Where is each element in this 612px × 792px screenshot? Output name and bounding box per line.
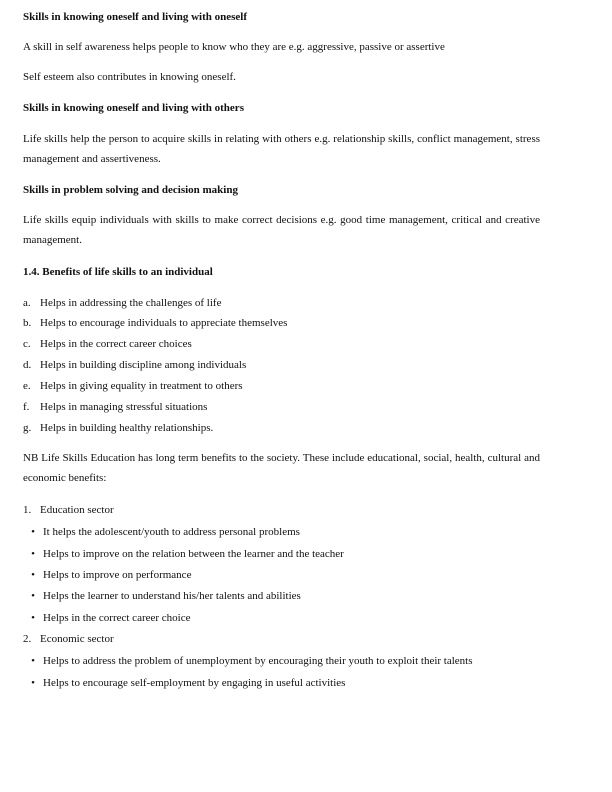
list-marker: e. [23, 380, 31, 392]
list-item [23, 565, 191, 585]
heading-benefits: 1.4. Benefits of life skills to an individual [23, 266, 213, 278]
list-item-text: Helps in building healthy relationships. [40, 422, 214, 434]
list-item-text: Helps in managing stressful situations [40, 401, 208, 413]
heading-problem-solving: Skills in problem solving and decision making [23, 184, 238, 196]
list-item [23, 522, 300, 542]
list-marker: 2. [23, 633, 32, 645]
heading-knowing-oneself: Skills in knowing oneself and living with oneself [23, 11, 248, 23]
list-marker: 1. [23, 504, 32, 516]
list-item-text: Helps in giving equality in treatment to others [40, 380, 243, 392]
list-item [23, 313, 287, 333]
paragraph-relating-with-others: Life skills help the person to acquire skills in relating with others e.g. relationship skills, conflict management, stress management and assertiveness. [23, 133, 540, 165]
bullet-icon: • [31, 677, 35, 689]
list-item [23, 418, 213, 438]
sector-education [23, 500, 114, 520]
list-item-text: Helps to improve on performance [43, 569, 192, 581]
sector-economic [23, 629, 114, 649]
paragraph-self-awareness: A skill in self awareness helps people to know who they are e.g. aggressive, passive or assertive [23, 41, 445, 53]
list-marker: b. [23, 317, 32, 329]
list-item-text: Helps to encourage self-employment by engaging in useful activities [43, 677, 346, 689]
heading-living-with-others: Skills in knowing oneself and living with others [23, 102, 244, 114]
list-item-text: Helps in addressing the challenges of life [40, 297, 222, 309]
bullet-icon: • [31, 569, 35, 581]
sector-label: Education sector [40, 504, 114, 516]
list-item [23, 544, 344, 564]
list-item-text: It helps the adolescent/youth to address personal problems [43, 526, 300, 538]
list-item-text: Helps to improve on the relation between the learner and the teacher [43, 548, 344, 560]
list-item-text: Helps in the correct career choice [43, 612, 191, 624]
list-item-text: Helps the learner to understand his/her talents and abilities [43, 590, 301, 602]
list-item [23, 586, 301, 606]
bullet-icon: • [31, 526, 35, 538]
list-marker: c. [23, 338, 31, 350]
list-item [23, 334, 192, 354]
list-marker: d. [23, 359, 32, 371]
bullet-icon: • [31, 655, 35, 667]
bullet-icon: • [31, 590, 35, 602]
list-item [23, 673, 345, 693]
list-item [23, 376, 243, 396]
list-item-text: Helps to encourage individuals to appreciate themselves [40, 317, 288, 329]
sector-label: Economic sector [40, 633, 114, 645]
list-marker: g. [23, 422, 32, 434]
paragraph-nb-benefits: NB Life Skills Education has long term benefits to the society. These include educational, social, health, cultural and economic benefits: [23, 452, 540, 484]
list-item [23, 651, 473, 671]
bullet-icon: • [31, 548, 35, 560]
list-item-text: Helps to address the problem of unemployment by encouraging their youth to exploit their talents [43, 655, 473, 667]
list-item-text: Helps in building discipline among individuals [40, 359, 247, 371]
list-item [23, 293, 221, 313]
list-item-text: Helps in the correct career choices [40, 338, 192, 350]
list-marker: a. [23, 297, 31, 309]
list-item [23, 397, 207, 417]
list-marker: f. [23, 401, 30, 413]
paragraph-self-esteem: Self esteem also contributes in knowing oneself. [23, 71, 236, 83]
paragraph-decision-making: Life skills equip individuals with skills to make correct decisions e.g. good time management, critical and creative management. [23, 214, 540, 246]
list-item [23, 608, 191, 628]
list-item [23, 355, 246, 375]
bullet-icon: • [31, 612, 35, 624]
